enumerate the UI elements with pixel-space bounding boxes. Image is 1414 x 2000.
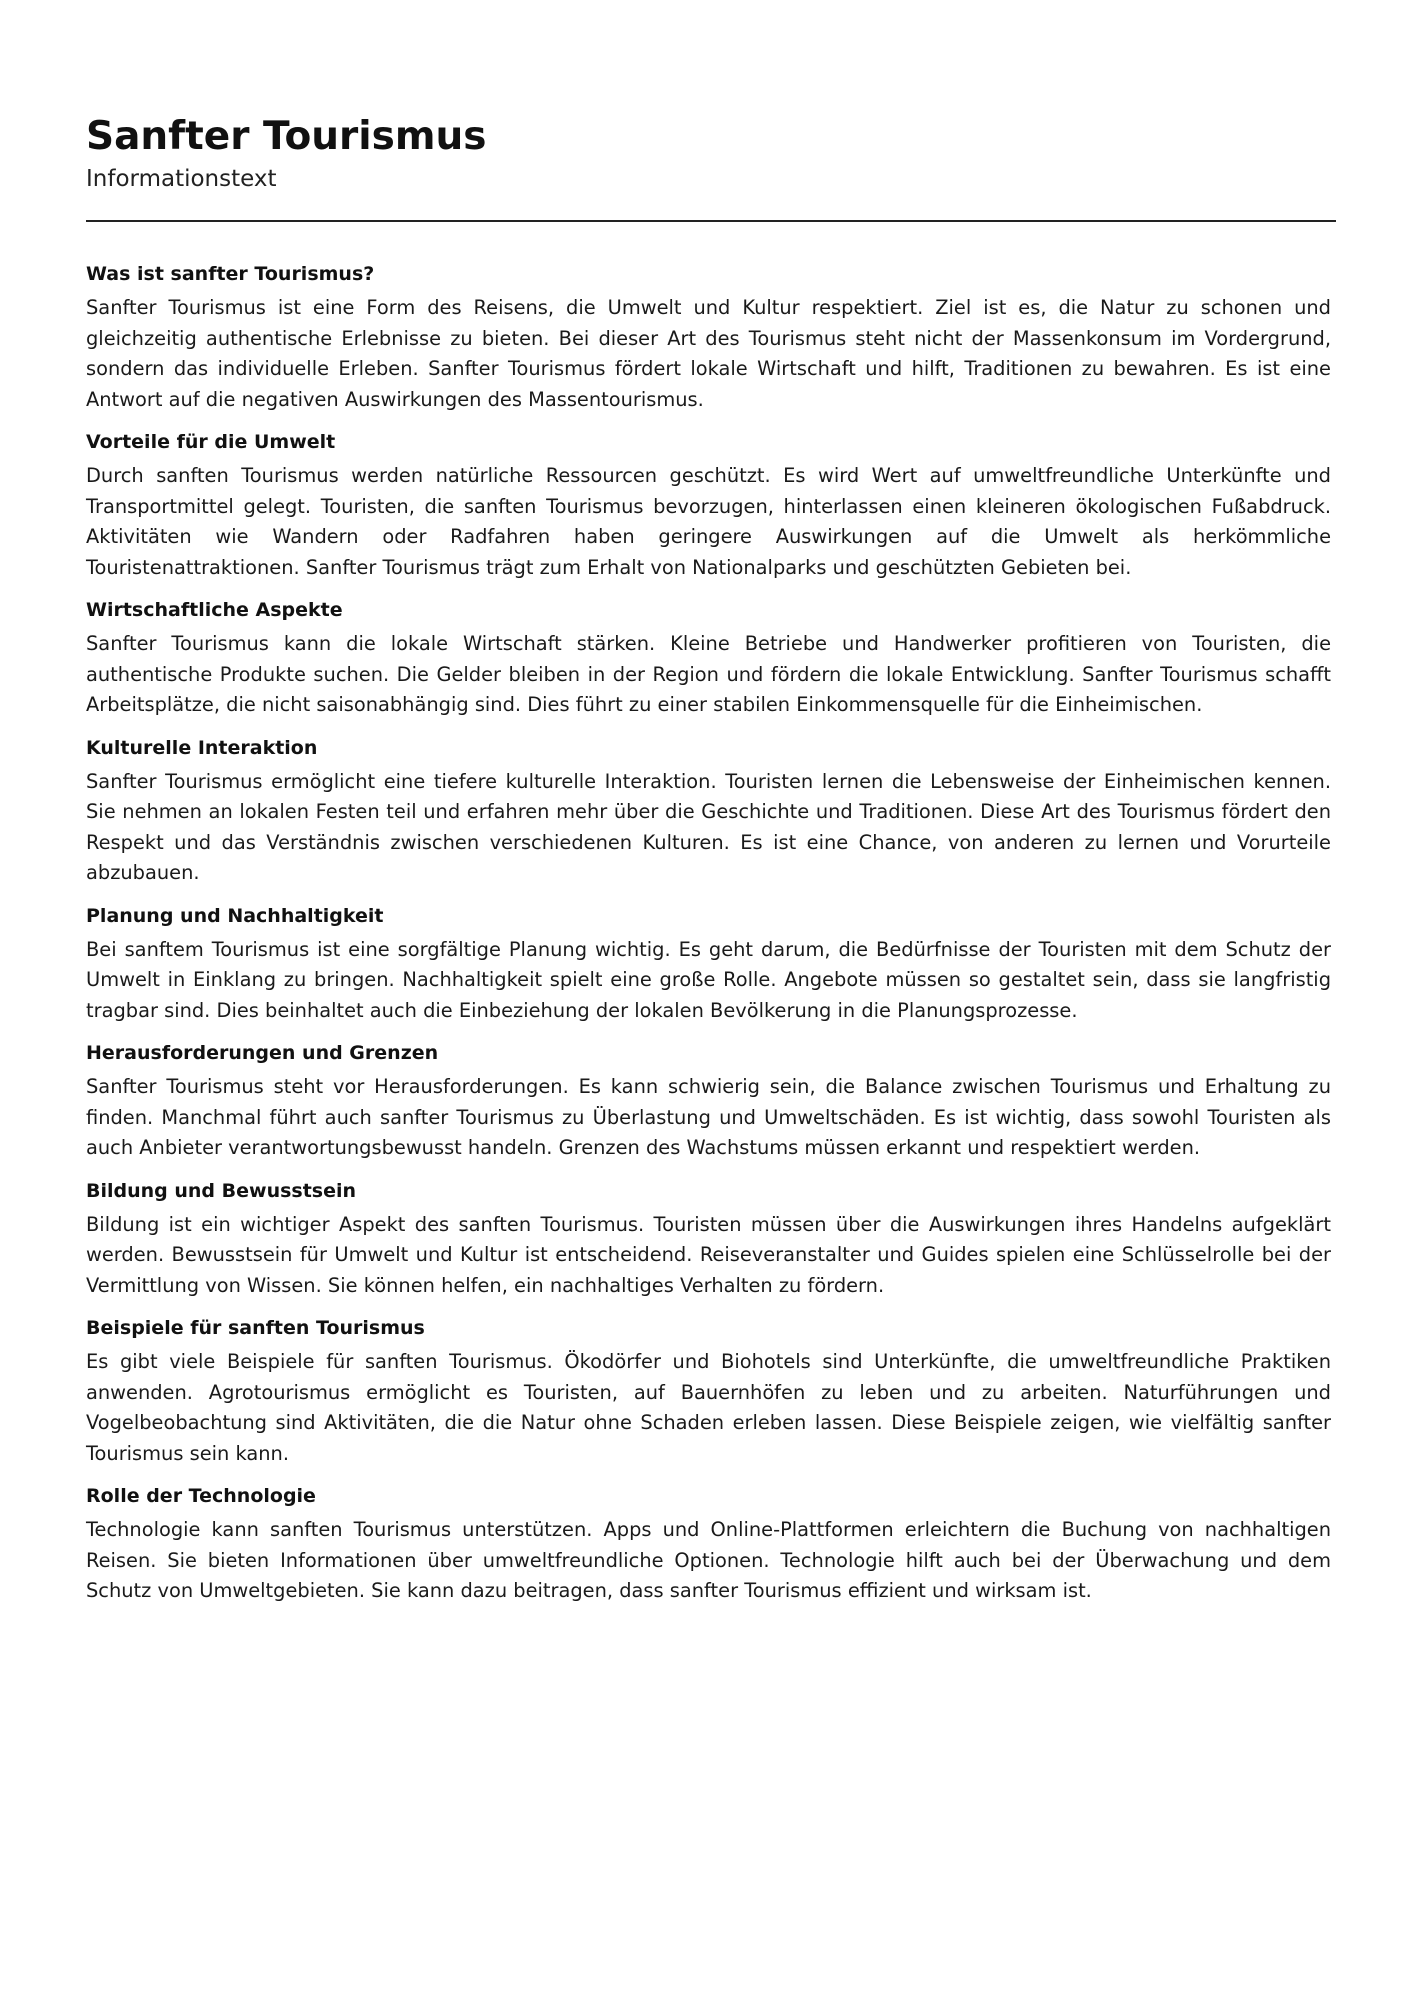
section-body: Es gibt viele Beispiele für sanften Tourismus. Ökodörfer und Biohotels sind Unterkünfte, die umweltfreundliche Praktiken anwenden. Agrotourismus ermöglicht es Touristen, auf Bauernhöfen zu leben und zu arbeiten. Naturführungen und Vogelbeobachtung sind Aktivitäten, die die Natur ohne Schaden erleben lassen. Diese Beispiele zeigen, wie vielfältig sanfter Tourismus sein kann. bbox=[86, 1350, 1331, 1465]
section-body: Bildung ist ein wichtiger Aspekt des sanften Tourismus. Touristen müssen über die Auswirkungen ihres Handelns aufgeklärt werden. Bewusstsein für Umwelt und Kultur ist entscheidend. Reiseveranstalter und Guides spielen eine Schlüsselrolle bei der Vermittlung von Wissen. Sie können helfen, ein nachhaltiges Verhalten zu fördern. bbox=[86, 1212, 1331, 1297]
section-wirtschaftliche-aspekte bbox=[86, 598, 1331, 721]
section-heading: Wirtschaftliche Aspekte bbox=[86, 599, 343, 621]
section-rolle-technologie bbox=[86, 1484, 1331, 1607]
document-title: Sanfter Tourismus bbox=[86, 114, 487, 159]
document-page bbox=[86, 112, 1336, 1622]
section-was-ist-sanfter-tourismus bbox=[86, 262, 1331, 415]
header-divider bbox=[86, 220, 1336, 222]
section-body: Durch sanften Tourismus werden natürliche Ressourcen geschützt. Es wird Wert auf umweltfreundliche Unterkünfte und Transportmittel gelegt. Touristen, die sanften Tourismus bevorzugen, hinterlassen einen kleineren ökologischen Fußabdruck. Aktivitäten wie Wandern oder Radfahren haben geringere Auswirkungen auf die Umwelt als herkömmliche Touristenattraktionen. Sanfter Tourismus trägt zum Erhalt von Nationalparks und geschützten Gebieten bei. bbox=[86, 464, 1331, 579]
document-subtitle: Informationstext bbox=[86, 166, 277, 192]
section-planung-nachhaltigkeit bbox=[86, 904, 1331, 1027]
sections-container bbox=[86, 262, 1331, 1607]
section-heading: Herausforderungen und Grenzen bbox=[86, 1042, 439, 1064]
section-herausforderungen-grenzen bbox=[86, 1041, 1331, 1164]
section-body: Bei sanftem Tourismus ist eine sorgfältige Planung wichtig. Es geht darum, die Bedürfnisse der Touristen mit dem Schutz der Umwelt in Einklang zu bringen. Nachhaltigkeit spielt eine große Rolle. Angebote müssen so gestaltet sein, dass sie langfristig tragbar sind. Dies beinhaltet auch die Einbeziehung der lokalen Bevölkerung in die Planungsprozesse. bbox=[86, 937, 1331, 1022]
section-heading: Beispiele für sanften Tourismus bbox=[86, 1317, 425, 1339]
section-body: Sanfter Tourismus ermöglicht eine tiefere kulturelle Interaktion. Touristen lernen die Lebensweise der Einheimischen kennen. Sie nehmen an lokalen Festen teil und erfahren mehr über die Geschichte und Traditionen. Diese Art des Tourismus fördert den Respekt und das Verständnis zwischen verschiedenen Kulturen. Es ist eine Chance, von anderen zu lernen und Vorurteile abzubauen. bbox=[86, 769, 1331, 884]
section-body: Sanfter Tourismus steht vor Herausforderungen. Es kann schwierig sein, die Balance zwischen Tourismus und Erhaltung zu finden. Manchmal führt auch sanfter Tourismus zu Überlastung und Umweltschäden. Es ist wichtig, dass sowohl Touristen als auch Anbieter verantwortungsbewusst handeln. Grenzen des Wachstums müssen erkannt und respektiert werden. bbox=[86, 1075, 1331, 1159]
section-heading: Was ist sanfter Tourismus? bbox=[86, 263, 375, 285]
section-heading: Planung und Nachhaltigkeit bbox=[86, 904, 384, 927]
section-heading: Vorteile für die Umwelt bbox=[86, 431, 336, 453]
section-vorteile-umwelt bbox=[86, 430, 1331, 583]
section-kulturelle-interaktion bbox=[86, 736, 1331, 889]
section-heading: Rolle der Technologie bbox=[86, 1485, 316, 1507]
section-body: Technologie kann sanften Tourismus unterstützen. Apps und Online-Plattformen erleichtern die Buchung von nachhaltigen Reisen. Sie bieten Informationen über umweltfreundliche Optionen. Technologie hilft auch bei der Überwachung und dem Schutz von Umweltgebieten. Sie kann dazu beitragen, dass sanfter Tourismus effizient und wirksam ist. bbox=[86, 1518, 1331, 1602]
section-bildung-bewusstsein bbox=[86, 1179, 1331, 1302]
section-body: Sanfter Tourismus kann die lokale Wirtschaft stärken. Kleine Betriebe und Handwerker profitieren von Touristen, die authentische Produkte suchen. Die Gelder bleiben in der Region und fördern die lokale Entwicklung. Sanfter Tourismus schafft Arbeitsplätze, die nicht saisonabhängig sind. Dies führt zu einer stabilen Einkommensquelle für die Einheimischen. bbox=[86, 632, 1331, 716]
section-heading: Kulturelle Interaktion bbox=[86, 736, 318, 759]
section-body: Sanfter Tourismus ist eine Form des Reisens, die Umwelt und Kultur respektiert. Ziel ist es, die Natur zu schonen und gleichzeitig authentische Erlebnisse zu bieten. Bei dieser Art des Tourismus steht nicht der Massenkonsum im Vordergrund, sondern das individuelle Erleben. Sanfter Tourismus fördert lokale Wirtschaft und hilft, Traditionen zu bewahren. Es ist eine Antwort auf die negativen Auswirkungen des Massentourismus. bbox=[86, 296, 1331, 411]
section-beispiele bbox=[86, 1316, 1331, 1469]
section-heading: Bildung und Bewusstsein bbox=[86, 1179, 357, 1202]
